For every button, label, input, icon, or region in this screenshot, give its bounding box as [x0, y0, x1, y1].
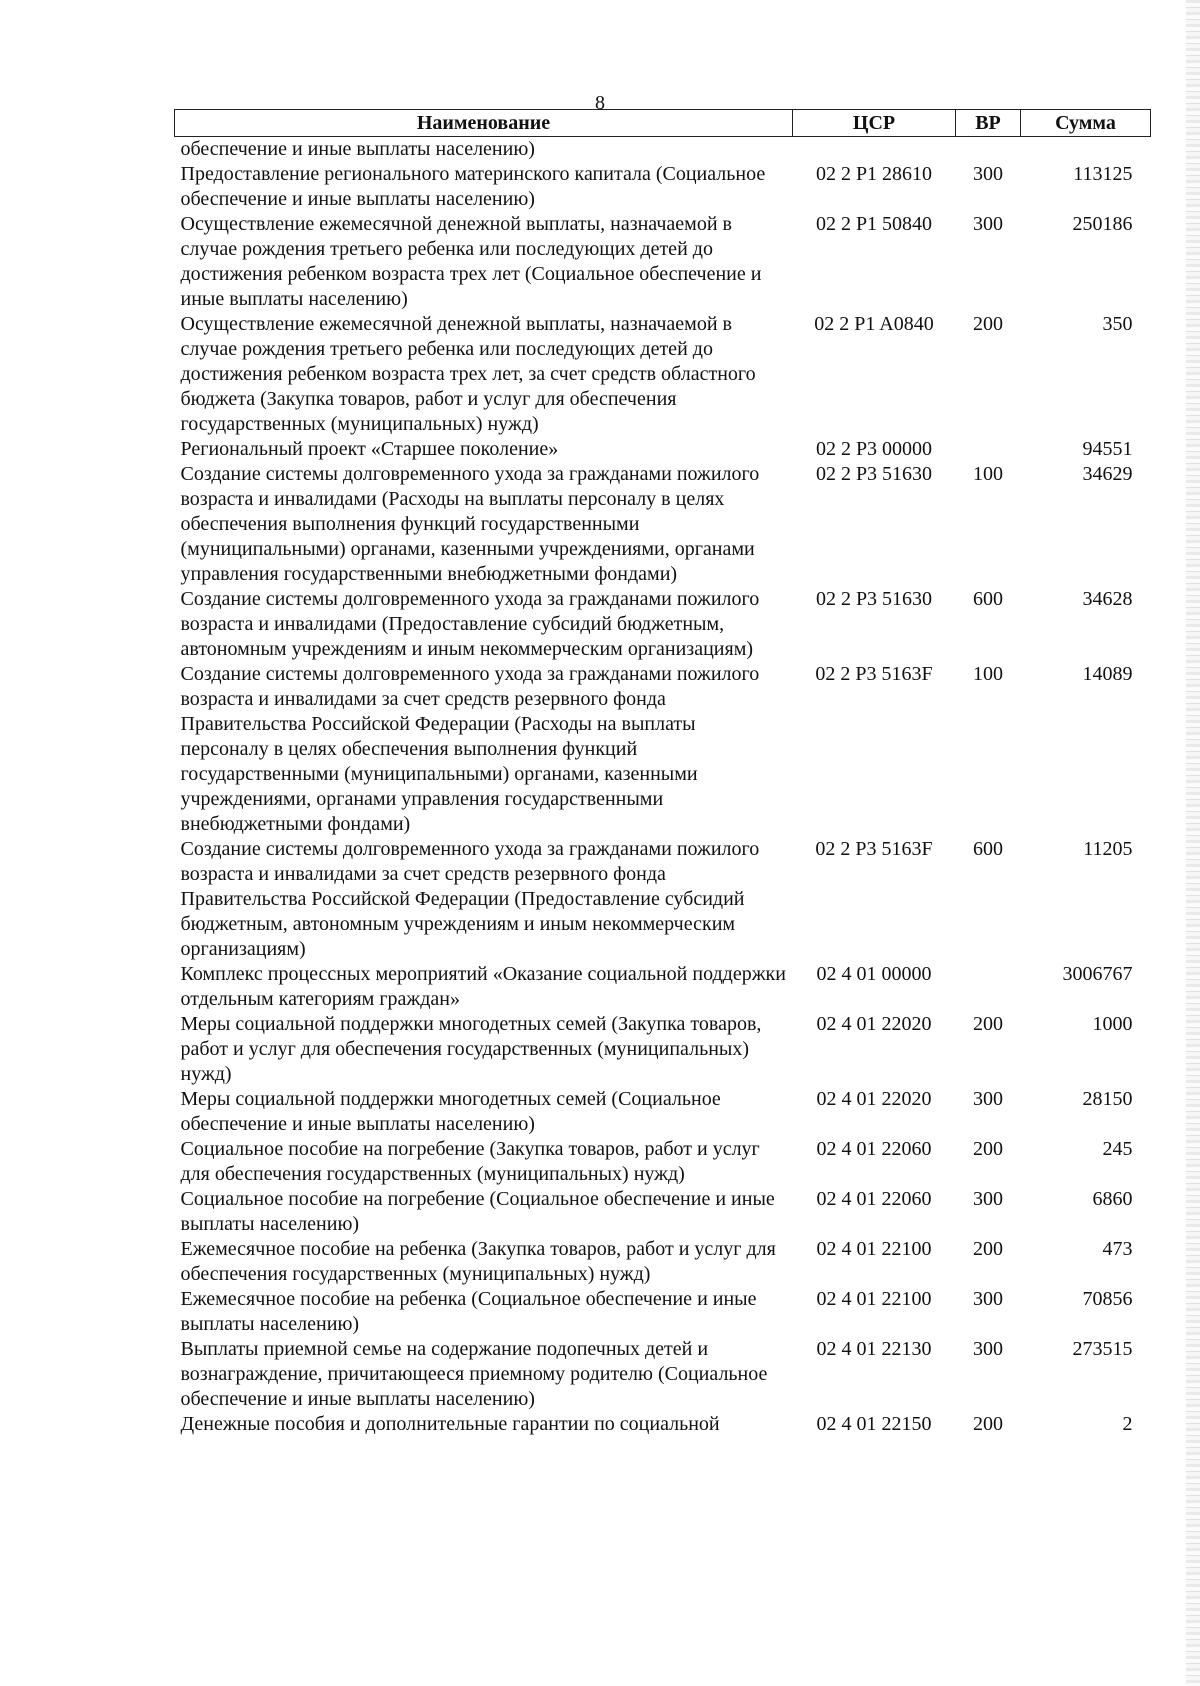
table-row: [175, 1412, 1151, 1437]
row-name: обеспечение и иные выплаты населению): [180, 138, 535, 160]
row-name: Выплаты приемной семье на содержание подопечных детей и вознаграждение, причитающееся приемному родителю (Социальное обеспечение и иные выплаты населению): [180, 1338, 768, 1410]
row-name: Ежемесячное пособие на ребенка (Социальное обеспечение и иные выплаты населению): [180, 1288, 757, 1335]
table-row: [175, 137, 1151, 163]
row-name: Осуществление ежемесячной денежной выплаты, назначаемой в случае рождения третьего ребенка или последующих детей до достижения ребенком возраста трех лет, за счет средств областного бюджета (Закупка товаров, работ и услуг для обеспечения государственных (муниципальных) нужд): [180, 313, 756, 435]
row-csr: 02 4 01 22060: [816, 1138, 932, 1160]
row-sum: 113125: [1073, 163, 1133, 185]
row-name: Комплекс процессных мероприятий «Оказание социальной поддержки отдельным категориям граждан»: [180, 963, 786, 1010]
row-vr: 600: [973, 838, 1003, 860]
table-row: [175, 312, 1151, 437]
scan-edge: [1186, 0, 1200, 1686]
table-header-row: [175, 110, 1151, 137]
row-name: Создание системы долговременного ухода за гражданами пожилого возраста и инвалидами (Расходы на выплаты персоналу в целях обеспечения выполнения функций государственными (муниципальными) органами, казенными учреждениями, органами управления государственными внебюджетными фондами): [180, 463, 760, 585]
row-csr: 02 2 P3 00000: [815, 438, 933, 460]
row-csr: 02 2 P3 51630: [815, 463, 933, 485]
row-csr: 02 4 01 00000: [816, 963, 932, 985]
row-sum: 2: [1122, 1413, 1133, 1435]
row-csr: 02 4 01 22150: [816, 1413, 932, 1435]
table-row: [175, 1287, 1151, 1337]
row-sum: 250186: [1072, 213, 1133, 235]
table-row: [175, 1337, 1151, 1412]
row-vr: [956, 437, 1021, 462]
row-vr: 200: [973, 1013, 1003, 1035]
row-name: Меры социальной поддержки многодетных семей (Социальное обеспечение и иные выплаты населению): [180, 1088, 721, 1135]
row-sum: 350: [1102, 313, 1133, 335]
header-csr: ЦСР: [793, 110, 956, 137]
row-vr: 100: [973, 663, 1003, 685]
row-name: Предоставление регионального материнского капитала (Социальное обеспечение и иные выплаты населению): [180, 163, 766, 210]
row-name: Региональный проект «Старшее поколение»: [180, 438, 559, 460]
row-name: Ежемесячное пособие на ребенка (Закупка товаров, работ и услуг для обеспечения государственных (муниципальных) нужд): [180, 1238, 776, 1285]
row-sum: 14089: [1082, 663, 1133, 685]
table-row: [175, 212, 1151, 312]
row-vr: 100: [973, 463, 1003, 485]
row-vr: 300: [973, 1088, 1003, 1110]
table-row: [175, 962, 1151, 1012]
row-vr: [956, 962, 1021, 1012]
row-vr: 300: [973, 1188, 1003, 1210]
row-name: Меры социальной поддержки многодетных семей (Закупка товаров, работ и услуг для обеспечения государственных (муниципальных) нужд): [180, 1013, 762, 1085]
row-csr: 02 2 P1 A0840: [814, 313, 934, 335]
row-csr: 02 4 01 22130: [816, 1338, 932, 1360]
row-name: Денежные пособия и дополнительные гарантии по социальной: [180, 1413, 720, 1435]
row-vr: 600: [973, 588, 1003, 610]
row-vr: 200: [973, 1238, 1003, 1260]
table-body: [175, 137, 1151, 1438]
row-csr: 02 4 01 22020: [816, 1013, 932, 1035]
row-sum: 1000: [1092, 1013, 1133, 1035]
row-vr: [956, 137, 1021, 163]
row-sum: 6860: [1092, 1188, 1133, 1210]
table-row: [175, 662, 1151, 837]
row-sum: 11205: [1083, 838, 1133, 860]
table-row: [175, 1012, 1151, 1087]
row-sum: 273515: [1072, 1338, 1133, 1360]
row-vr: 300: [973, 1338, 1003, 1360]
row-vr: 300: [973, 213, 1003, 235]
table-row: [175, 1087, 1151, 1137]
row-vr: 200: [973, 313, 1003, 335]
row-csr: 02 2 P3 5163F: [815, 663, 933, 685]
row-name: Социальное пособие на погребение (Закупка товаров, работ и услуг для обеспечения государственных (муниципальных) нужд): [180, 1138, 760, 1185]
row-csr: 02 4 01 22020: [816, 1088, 932, 1110]
row-vr: 200: [973, 1413, 1003, 1435]
row-sum: 34629: [1082, 463, 1133, 485]
table-row: [175, 1237, 1151, 1287]
row-sum: 3006767: [1062, 963, 1133, 985]
row-name: Осуществление ежемесячной денежной выплаты, назначаемой в случае рождения третьего ребенка или последующих детей до достижения ребенком возраста трех лет (Социальное обеспечение и иные выплаты населению): [180, 213, 762, 310]
table-row: [175, 162, 1151, 212]
row-sum: 245: [1102, 1138, 1133, 1160]
table-row: [175, 587, 1151, 662]
row-name: Создание системы долговременного ухода за гражданами пожилого возраста и инвалидами за счет средств резервного фонда Правительства Российской Федерации (Предоставление субсидий бюджетным, автономным учреждениям и иным некоммерческим организациям): [180, 838, 760, 960]
row-csr: 02 4 01 22060: [816, 1188, 932, 1210]
row-vr: 300: [973, 163, 1003, 185]
row-name: Создание системы долговременного ухода за гражданами пожилого возраста и инвалидами (Предоставление субсидий бюджетным, автономным учреждениям и иным некоммерческим организациям): [180, 588, 760, 660]
table-row: [175, 437, 1151, 462]
row-vr: 300: [973, 1288, 1003, 1310]
page-number: 8: [595, 92, 605, 114]
table-row: [175, 1187, 1151, 1237]
row-csr: 02 2 P3 5163F: [815, 838, 933, 860]
row-name: Создание системы долговременного ухода за гражданами пожилого возраста и инвалидами за счет средств резервного фонда Правительства Российской Федерации (Расходы на выплаты персоналу в целях обеспечения выполнения функций государственными (муниципальными) органами, казенными учреждениями, органами управления государственными внебюджетными фондами): [180, 663, 760, 835]
row-sum: 28150: [1082, 1088, 1133, 1110]
row-csr: 02 4 01 22100: [816, 1238, 932, 1260]
row-sum: [1021, 137, 1151, 163]
row-csr: 02 2 P1 28610: [815, 163, 933, 185]
row-name: Социальное пособие на погребение (Социальное обеспечение и иные выплаты населению): [180, 1188, 775, 1235]
row-csr: 02 2 P3 51630: [815, 588, 933, 610]
row-sum: 70856: [1082, 1288, 1133, 1310]
table-row: [175, 462, 1151, 587]
row-csr: 02 2 P1 50840: [815, 213, 933, 235]
row-csr: 02 4 01 22100: [816, 1288, 932, 1310]
row-vr: 200: [973, 1138, 1003, 1160]
header-sum: Сумма: [1021, 110, 1151, 137]
table-row: [175, 1137, 1151, 1187]
row-sum: 34628: [1082, 588, 1133, 610]
row-csr: [793, 137, 956, 163]
budget-table: [174, 109, 1151, 1437]
row-sum: 473: [1102, 1238, 1133, 1260]
table-row: [175, 837, 1151, 962]
header-vr: ВР: [956, 110, 1021, 137]
header-name: Наименование: [175, 110, 793, 137]
row-sum: 94551: [1082, 438, 1133, 460]
